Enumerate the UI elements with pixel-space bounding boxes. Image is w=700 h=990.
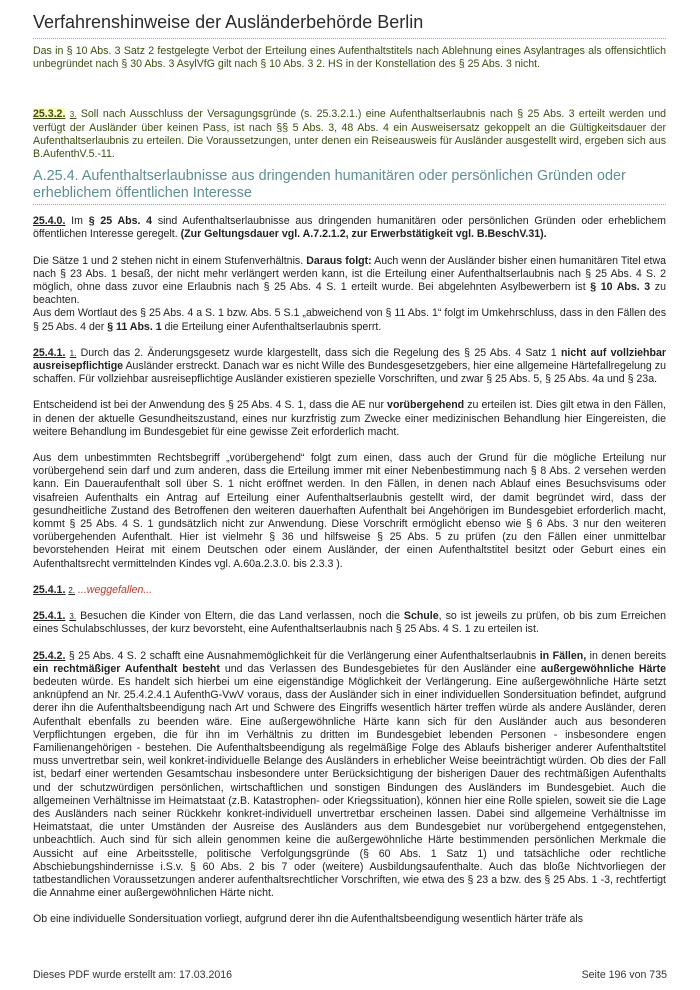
text: Besuchen die Kinder von Eltern, die das Land verlassen, noch die	[76, 610, 404, 623]
paragraph-entscheidend	[33, 399, 666, 439]
bold-text: Schule	[403, 610, 439, 623]
section-25-3-2-3	[33, 108, 666, 161]
text: bedeuten würde. Es handelt sich hierbei um eine eigenständige Möglichkeit der Verlängerung. Eine außergewöhnliche Härte setzt anknüpfend an Nr. 25.4.2.4.1 AufenthG-VwV voraus, dass der Ausländer sich in einer individuellen Sondersituation befindet, aufgrund derer ihn die Aufenthaltsbeendigung nach Art und Schwere des Eingriffs wesentlich härter treffen würde als andere Ausländer, deren Aufenthalt ebenfalls zu beenden wäre. Eine außergewöhnliche Härte kann sich für den Ausländer auch aus besonderen Verpflichtungen ergeben, die für ihn im Verhältnis zu dritten im Bundesgebiet lebenden Personen - insbesondere engen Familienangehörigen - bestehen. Die Aufenthaltsbeendigung als regelmäßige Folge des Ablaufs bisheriger anderer Aufenthaltstitel muss unvertretbar sein, weil konkret-individuelle Belange des Ausländers in erheblicher Weise beeinträchtigt würden. Ob dies der Fall ist, bedarf einer wertenden Gesamtschau insbesondere unter Berücksichtigung der bisherigen Dauer des rechtmäßigen Aufenthalts und der schutzwürdigen persönlichen, wirtschaftlichen und sonstigen Bindungen des Ausländers im Bundesgebiet. Auch die allgemeinen Verhältnisse im Heimatstaat (z.B. Katastrophen- oder Kriegssituation), können hier eine Rolle spielen, soweit sie die Lage des Ausländers nach seiner Rückkehr konkret-individuell unvertretbar erscheinen lassen. Dabei sind allgemeine Verhältnisse im Heimatstaat, die unter Umständen der Ausreise des Ausländers aus dem Bundesgebiet nur vorübergehend entgegenstehen, unbeachtlich. Auch sind für sich allein genommen keine die außergewöhnliche Härte bestimmenden persönlichen Merkmale die Aussicht auf eine Arbeitsstelle, politische Verfolgungsgründe (§ 60 Abs. 1 Satz 1) und tatsächliche oder rechtliche Abschiebungshindernisse i.S.v. § 60 Abs. 2 bis 7 oder (weitere) Ausbildungsaufenthalte. Auch das bloße Nichtvorliegen der tatbestandlichen Voraussetzungen anderer aufenthaltsrechtlicher Vorschriften, wie etwa des § 23 a bzw. des § 25 Abs. 1 -3, rechtfertigt die Annahme einer außergewöhnlichen Härte nicht.	[33, 675, 666, 900]
section-25-4-2	[33, 650, 666, 901]
section-25-4-1-1	[33, 347, 666, 387]
section-number: 25.4.1.	[33, 346, 66, 359]
bold-text: ein rechtmäßiger Aufenthalt besteht	[33, 662, 220, 675]
section-sub-number: 3.	[69, 110, 77, 120]
page-title: Verfahrenshinweise der Ausländerbehörde Berlin	[33, 12, 424, 32]
bold-text: vorübergehend	[387, 399, 465, 412]
paragraph-saetze	[33, 255, 666, 334]
text: Entscheidend ist bei der Anwendung des § 25 Abs. 4 S. 1, dass die AE nur	[33, 399, 388, 412]
section-sub-number: 2.	[68, 585, 76, 595]
text: in denen bereits	[586, 649, 666, 662]
bold-text: § 10 Abs. 3	[590, 281, 651, 294]
text: zu erteilen ist. Dies gilt etwa in den Fällen, in denen der aktuelle Gesundheitszustand, eines nur kurzfristig zum Zwecke einer medizinischen Behandlung hier Eingereisten, die weitere Behandlung im Bundesgebiet für eine gewisse Zeit erforderlich macht.	[33, 399, 667, 438]
bold-text: nicht auf vollziehbar ausreisepflichtige	[33, 346, 666, 373]
section-number: 25.3.2.	[33, 108, 66, 121]
section-25-4-1-3	[33, 610, 666, 636]
section-number: 25.4.1.	[33, 610, 66, 623]
text: Aus dem Wortlaut des § 25 Abs. 4 a S. 1 bzw. Abs. 5 S.1 „abweichend von § 11 Abs. 1“ folgt im Umkehrschluss, dass in den Fällen des § 25 Abs. 4 der	[33, 307, 666, 333]
section-number: 25.4.2.	[33, 649, 66, 662]
removed-text: ...weggefallen...	[75, 583, 153, 596]
text: Auch wenn der Ausländer bisher einen humanitären Titel etwa nach § 23 Abs. 1 besaß, der nicht mehr verlängert werden kann, ist die Erteilung einer Aufenthaltserlaubnis nach § 25 Abs. 4 S. 2 möglich, ohne dass zuvor eine Erlaubnis nach § 25 Abs. 4 S. 1 erteilt wurde. Bei abgelehnten Asylbewerbern ist	[33, 254, 666, 294]
text: , so ist jeweils zu prüfen, ob bis zum Erreichen eines Schulabschlusses, der kurz bevorsteht, eine Aufenthaltserlaubnis nach § 25 Abs. 4 S. 1 zu erteilen ist.	[33, 610, 667, 636]
section-sub-number: 1.	[69, 348, 77, 358]
paragraph-last: Ob eine individuelle Sondersituation vorliegt, aufgrund derer ihn die Aufenthaltsbeendigung wesentlich härter träfe als	[33, 913, 584, 926]
removed-note	[75, 584, 152, 596]
intro-paragraph: Das in § 10 Abs. 3 Satz 2 festgelegte Verbot der Erteilung eines Aufenthaltstitels nach Ablehnung eines Asylantrages als offensichtlich unbegründet nach § 30 Abs. 3 AsylVfG gilt nach § 10 Abs. 3 2. HS in der Konstellation des § 25 Abs. 3 nicht.	[33, 45, 666, 71]
text: Die Sätze 1 und 2 stehen nicht in einem Stufenverhältnis.	[33, 254, 307, 267]
text: § 25 Abs. 4 S. 2 schafft eine Ausnahmemöglichkeit für die Verlängerung einer Aufenthaltserlaubnis	[65, 649, 540, 662]
section-number: 25.4.0.	[33, 215, 66, 228]
text: die Erteilung einer Aufenthaltserlaubnis sperrt.	[161, 320, 382, 333]
text: Ausländer erstreckt. Danach war es nicht Wille des Bundesgesetzgebers, hier eine allgemeine Härtefallregelung zu schaffen. Für vollziehbar ausreisepflichtige Ausländer existieren spezielle Vorschriften, und zwar § 25 Abs. 5, § 25 Abs. 4a und § 23a.	[33, 360, 666, 386]
section-25-4-0	[33, 215, 666, 241]
bold-text: außergewöhnliche Härte	[540, 662, 666, 675]
section-number: 25.4.1.	[33, 583, 66, 596]
footer-created-date: Dieses PDF wurde erstellt am: 17.03.2016	[33, 969, 233, 981]
section-text: Soll nach Ausschluss der Versagungsgründe (s. 25.3.2.1.) eine Aufenthaltserlaubnis nach § 25 Abs. 3 erteilt werden und verfügt der Ausländer über keinen Pass, ist nach §§ 5 Abs. 3, 48 Abs. 4 ein Ausweisersatz gekoppelt an die Gültigkeitsdauer der Aufenthaltserlaubnis zu erteilen. Die Voraussetzungen, unter denen ein Reiseausweis für Ausländer ausgestellt wird, ergeben sich aus B.AufenthV.5.-11.	[33, 108, 666, 161]
document-page	[33, 8, 666, 927]
text: Durch das 2. Änderungsgesetz wurde klargestellt, dass sich die Regelung des § 25 Abs. 4 Satz 1	[76, 346, 561, 359]
section-sub-number: 3.	[69, 612, 77, 622]
text: zu beachten.	[33, 281, 666, 307]
text: und das Verlassen des Bundesgebietes für den Ausländer eine	[219, 662, 541, 675]
text: sind Aufenthaltserlaubnisse aus dringenden humanitären oder persönlichen Gründen oder erheblichem öffentlichen Interesse geregelt.	[33, 215, 667, 241]
bold-text: Daraus folgt:	[306, 254, 372, 267]
bold-text: § 25 Abs. 4	[88, 215, 153, 228]
section-25-4-1-2	[33, 584, 666, 597]
footer-page-number: Seite 196 von 735	[581, 969, 667, 981]
text: Im	[65, 215, 89, 228]
section-heading-a-25-4: A.25.4. Aufenthaltserlaubnisse aus dringenden humanitären oder persönlichen Gründen oder erheblichem öffentlichen Interesse	[33, 168, 626, 202]
paragraph-unbestimmt: Aus dem unbestimmten Rechtsbegriff „vorübergehend“ folgt zum einen, dass auch der Grund für die mögliche Erteilung nur vorübergehend sein darf und zum anderen, dass die Erteilung immer mit einer Nebenbestimmung nach § 8 Abs. 2 versehen werden kann. Ein Daueraufenthalt soll über S. 1 nicht eröffnet werden. In den Fällen, in denen nach Ablauf eines Besuchsvisums oder visafreien Aufenthalts ein Antrag auf Erteilung einer Aufenthaltserlaubnis gestellt wird, der damit begründet wird, dass der gesundheitliche Zustand des Betroffenen den weiteren dauerhaften Aufenthalt bei Angehörigen im Bundesgebiet erforderlich macht, kommt § 25 Abs. 4 S. 1 gundsätzlich nicht zur Anwendung. Diese Vorschrift ermöglicht ebenso wie § 6 Abs. 3 nur den weiteren vorübergehenden Aufenthalt. Hier ist vielmehr § 36 und hilfsweise § 25 Abs. 5 zu prüfen (zu den Fällen einer unmittelbar bevorstehenden Heirat mit einem Deutschen oder einem Ausländer, der einen Aufenthaltstitel besitzt oder Geburt eines ein Aufenthaltsrecht vermittelnden Kindes vgl. A.60a.2.3.0. bis 2.3.3 ).	[33, 452, 666, 570]
bold-text: § 11 Abs. 1	[107, 320, 162, 333]
bold-text: in Fällen,	[539, 649, 587, 662]
bold-text: (Zur Geltungsdauer vgl. A.7.2.1.2, zur Erwerbstätigkeit vgl. B.BeschV.31).	[180, 228, 547, 241]
